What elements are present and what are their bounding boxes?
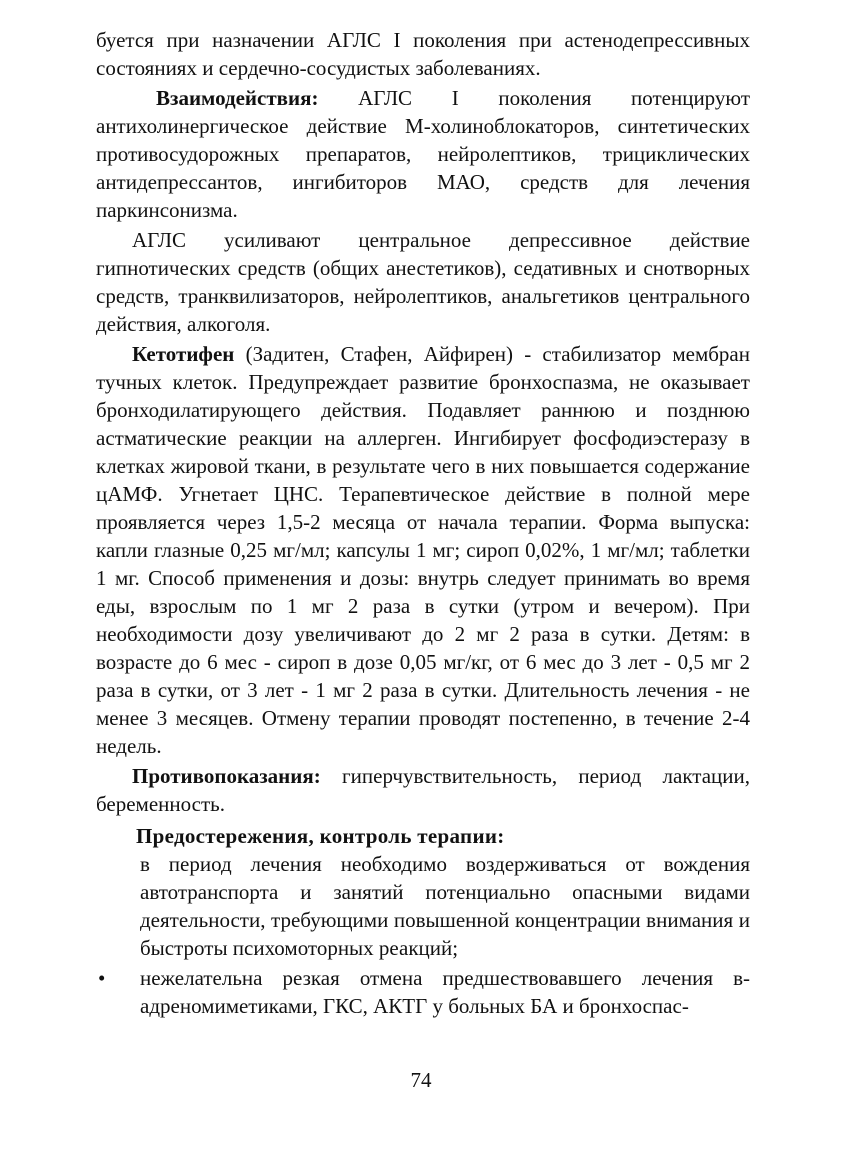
contraindications-text: гиперчувствительность, период лактации, беременность. — [96, 764, 750, 816]
paragraph-interactions — [96, 84, 750, 224]
paragraph-continuation: буется при назначении АГЛС I поколения при астенодепрессивных состояниях и сердечно-сосудистых заболеваниях. — [96, 28, 750, 80]
precautions-list — [96, 850, 750, 1020]
list-item — [96, 964, 750, 1020]
ketotifen-text: (Задитен, Стафен, Айфирен) - стабилизатор мембран тучных клеток. Предупреждает развитие бронхоспазма, не оказывает бронходилатирующего действия. Подавляет раннюю и позднюю астматические реакции на аллерген. Ингибирует фосфодиэстеразу в клетках жировой ткани, в результате чего в них повышается содержание цАМФ. Угнетает ЦНС. Терапевтическое действие в полной мере проявляется через 1,5-2 месяца от начала терапии. Форма выпуска: капли глазные 0,25 мг/мл; капсулы 1 мг; сироп 0,02%, 1 мг/мл; таблетки 1 мг. Способ применения и дозы: внутрь следует принимать во время еды, взрослым по 1 мг 2 раза в сутки (утром и вечером). При необходимости дозу увеличивают до 2 мг 2 раза в сутки. Детям: в возрасте до 6 мес - сироп в дозе 0,05 мг/кг, от 6 мес до 3 лет - 0,5 мг 2 раза в сутки, от 3 лет - 1 мг 2 раза в сутки. Длительность лечения - не менее 3 месяцев. Отмену терапии проводят постепенно, в течение 2-4 недель. — [96, 342, 750, 758]
term-interactions: Взаимодействия: — [156, 86, 319, 110]
bullet-icon: • — [98, 966, 106, 990]
list-item-text: нежелательна резкая отмена предшествовавшего лечения в-адреномиметиками, ГКС, АКТГ у больных БА и бронхоспас- — [140, 966, 750, 1018]
page-body — [96, 26, 750, 1022]
term-ketotifen: Кетотифен — [132, 342, 235, 366]
term-contraindications: Противопоказания: — [132, 764, 321, 788]
list-item — [96, 850, 750, 962]
paragraph-contraindications — [96, 762, 750, 818]
section-heading-precautions: Предостережения, контроль терапии: — [136, 824, 505, 848]
list-item-text: в период лечения необходимо воздерживаться от вождения автотранспорта и занятий потенциально опасными видами деятельности, требующими повышенной концентрации внимания и быстроты психомоторных реакций; — [140, 852, 750, 960]
interactions-text: АГЛС I поколения потенцируют антихолинергическое действие М-холиноблокаторов, синтетических противосудорожных препаратов, нейролептиков, трициклических антидепрессантов, ингибиторов МАО, средств для лечения паркинсонизма. — [96, 86, 750, 222]
page-number: 74 — [410, 1068, 432, 1092]
paragraph-aglc-effects: АГЛС усиливают центральное депрессивное действие гипнотических средств (общих анестетиков), седативных и снотворных средств, транквилизаторов, нейролептиков, анальгетиков центрального действия, алкоголя. — [96, 228, 750, 336]
paragraph-ketotifen — [96, 340, 750, 760]
